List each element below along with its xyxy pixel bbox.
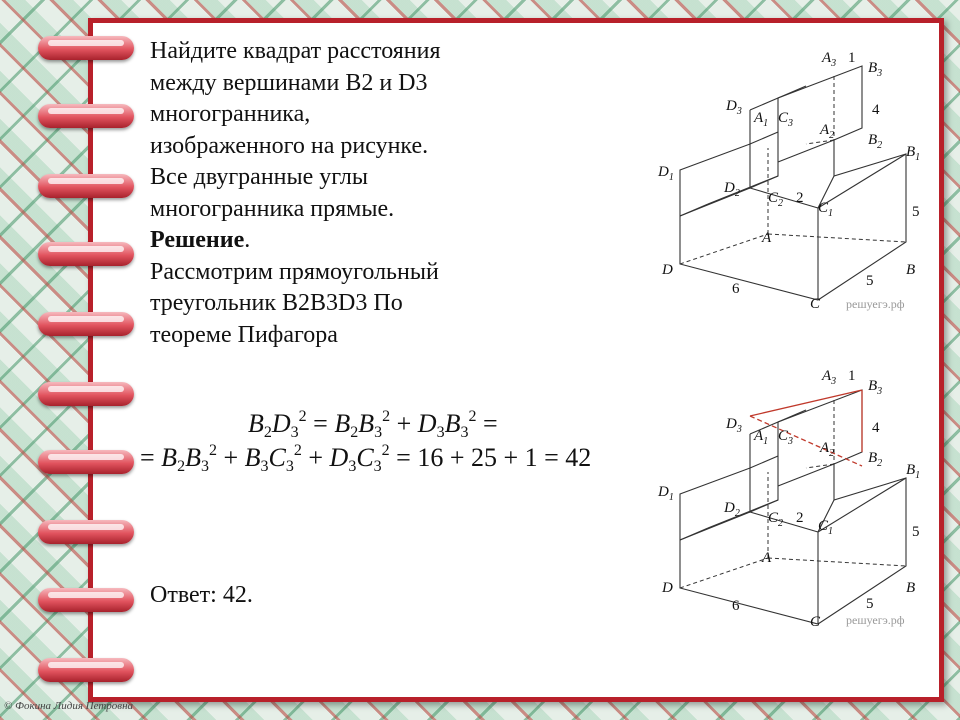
dim-height-lower: 5	[912, 204, 920, 220]
label-c2: $C_2$	[768, 190, 784, 209]
label-d3: $D_3$	[726, 416, 742, 435]
label-d1: $D_1$	[658, 164, 674, 183]
label-c1: $C_1$	[818, 200, 834, 219]
label-c2: $C_2$	[768, 510, 784, 529]
svg-text:решуегэ.рф: решуегэ.рф	[846, 613, 905, 627]
svg-text:1: 1	[848, 368, 856, 384]
label-b1: $B_1$	[906, 144, 921, 163]
label-a: A	[762, 550, 772, 566]
label-b1: $B_1$	[906, 462, 921, 481]
label-c3: $C_3$	[778, 110, 794, 129]
svg-text:2: 2	[796, 510, 804, 526]
label-d1: $D_1$	[658, 484, 674, 503]
triangle-b2b3d3	[750, 390, 862, 466]
label-d3: $D_3$	[726, 98, 742, 117]
dim-height-upper: 4	[872, 102, 880, 118]
binder-ring	[38, 588, 134, 612]
problem-line: изображенного на рисунке.	[150, 132, 429, 159]
label-a1: $A_1$	[754, 428, 769, 447]
dim-top: 1	[848, 50, 856, 66]
label-a3: $A_3$	[822, 368, 837, 387]
label-d: D	[662, 580, 673, 596]
author-signature: © Фокина Лидия Петровна	[4, 700, 134, 712]
answer-text: Ответ: 42.	[150, 582, 253, 608]
binder-ring	[38, 312, 134, 336]
svg-text:6: 6	[732, 598, 740, 614]
solution-line: треугольник B2B3D3 По	[150, 290, 403, 316]
polyhedron-figure	[650, 44, 930, 314]
label-c: C	[810, 614, 821, 630]
binder-ring	[38, 382, 134, 406]
label-d2: $D_2$	[724, 180, 740, 199]
problem-line: Все двугранные углы	[150, 164, 369, 190]
label-a2: $A_2$	[820, 122, 835, 141]
svg-text:4: 4	[872, 420, 880, 436]
label-b2: $B_2$	[868, 132, 883, 151]
label-d: D	[662, 262, 673, 278]
label-b: B	[906, 262, 916, 278]
binder-ring	[38, 450, 134, 474]
problem-line: многогранника,	[150, 101, 311, 127]
solution-line: Рассмотрим прямоугольный	[150, 258, 439, 285]
formula-line-1: $B_2D_3^2 = B_2B_3^2 + D_3B_3^2$ =	[248, 408, 498, 441]
label-c: C	[810, 296, 821, 312]
label-a3: $A_3$	[822, 50, 837, 69]
label-b3: $B_3$	[868, 378, 883, 397]
label-b2: $B_2$	[868, 450, 883, 469]
svg-text:5: 5	[866, 596, 874, 612]
dim-side: 5	[866, 273, 874, 289]
problem-text	[150, 36, 490, 351]
solution-line: теореме Пифагора	[150, 321, 338, 348]
problem-line: многогранника прямые.	[150, 195, 395, 222]
problem-line: между вершинами B2 и D3	[150, 69, 428, 96]
label-c1: $C_1$	[818, 518, 834, 537]
formula-line-2: = $B_2B_3^2 + B_3C_3^2 + D_3C_3^2 = 16 + 25 + 1 = 42$	[140, 442, 592, 475]
svg-text:5: 5	[912, 524, 920, 540]
label-b3: $B_3$	[868, 60, 883, 79]
binder-ring	[38, 174, 134, 198]
dim-front: 6	[732, 281, 740, 297]
svg-text:2: 2	[796, 190, 804, 206]
binder-ring	[38, 658, 134, 682]
polyhedron-figure-solution	[650, 368, 930, 638]
solution-heading: Решение.	[150, 227, 251, 253]
binder-ring	[38, 36, 134, 60]
label-a: A	[762, 230, 772, 246]
binder-ring	[38, 242, 134, 266]
problem-line: Найдите квадрат расстояния	[150, 38, 441, 64]
solution-label: Решение	[150, 227, 245, 253]
label-c3: $C_3$	[778, 428, 794, 447]
label-a2: $A_2$	[820, 440, 835, 459]
label-d2: $D_2$	[724, 500, 740, 519]
binder-ring	[38, 520, 134, 544]
label-a1: $A_1$	[754, 110, 769, 129]
binder-ring	[38, 104, 134, 128]
watermark: решуегэ.рф	[846, 297, 905, 311]
label-b: B	[906, 580, 916, 596]
